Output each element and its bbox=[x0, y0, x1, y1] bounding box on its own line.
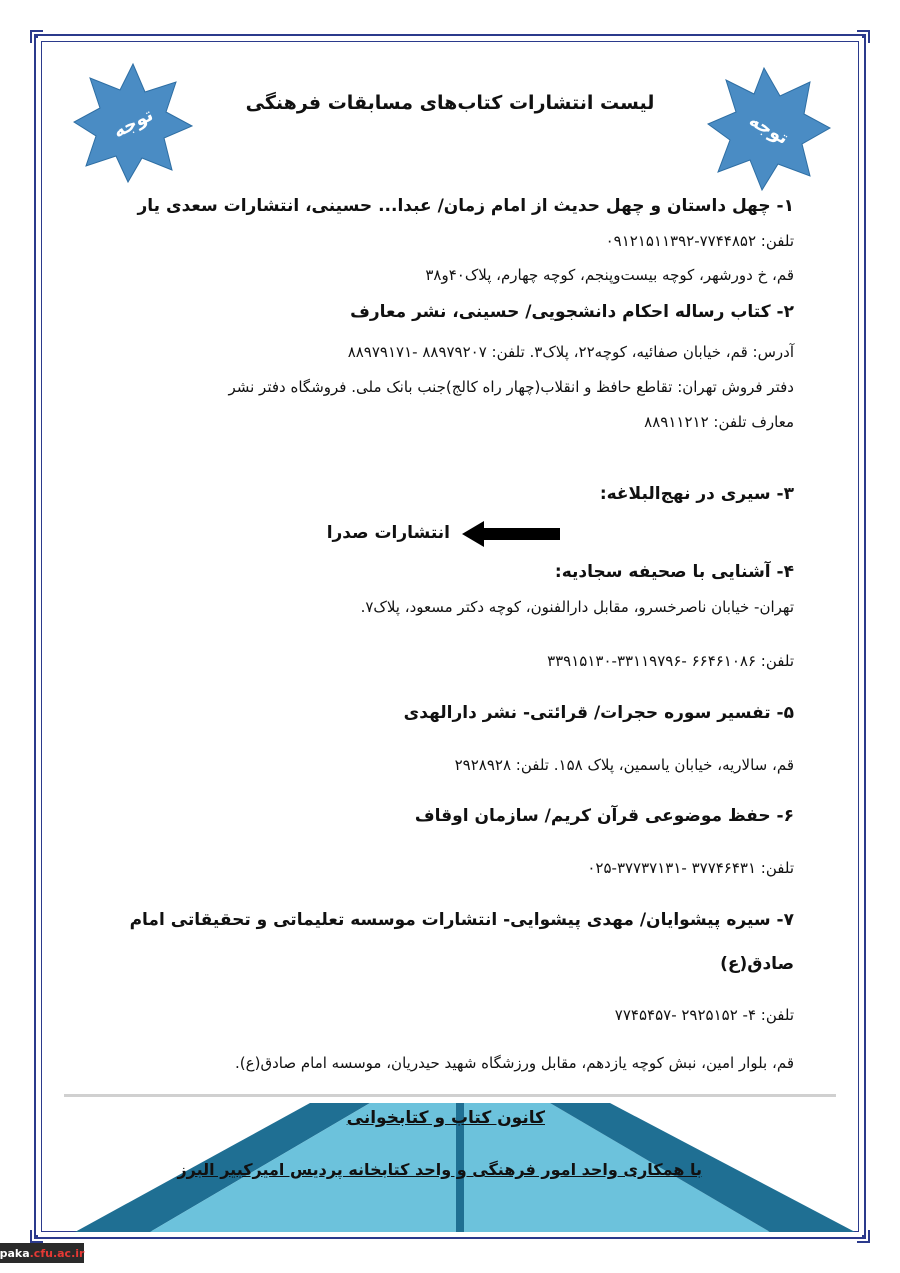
corner-ornament-icon bbox=[856, 30, 870, 44]
item-4-address: تهران- خیابان ناصرخسرو، مقابل دارالفنون، کوچه دکتر مسعود، پلاک۷. bbox=[360, 598, 794, 616]
footer-subtitle: با همکاری واحد امور فرهنگی و واحد کتابخانه پردیس امیرکبیر البرز bbox=[177, 1160, 702, 1179]
footer-title: کانون کتاب و کتابخوانی bbox=[346, 1108, 545, 1128]
item-4-heading: ۴- آشنایی با صحیفه سجادیه: bbox=[554, 562, 794, 582]
item-3-heading: ۳- سیری در نهج‌البلاغه: bbox=[599, 484, 794, 504]
attention-badge-left-label: توجه bbox=[109, 103, 157, 143]
corner-ornament-icon bbox=[30, 1229, 44, 1243]
watermark-prefix: paka bbox=[0, 1246, 30, 1260]
item-7-address: قم، بلوار امین، نبش کوچه یازدهم، مقابل ورزشگاه شهید حیدریان، موسسه امام صادق(ع). bbox=[235, 1054, 794, 1072]
item-2-heading: ۲- کتاب رساله احکام دانشجویی/ حسینی، نشر معارف bbox=[350, 302, 794, 322]
item-7-heading-cont: صادق(ع) bbox=[720, 954, 794, 974]
watermark-domain: .cfu.ac.ir bbox=[29, 1246, 85, 1260]
item-1-heading: ۱- چهل داستان و چهل حدیث از امام زمان/ عبدا... حسینی، انتشارات سعدی یار bbox=[137, 196, 794, 216]
attention-badge-left bbox=[72, 62, 194, 184]
item-2-store: دفتر فروش تهران: تقاطع حافظ و انقلاب(چهار راه کالج)جنب بانک ملی. فروشگاه دفتر نشر bbox=[228, 378, 794, 396]
item-2-store-phone: معارف تلفن: ۸۸۹۱۱۲۱۲ bbox=[644, 413, 794, 431]
attention-badge-right bbox=[706, 66, 832, 192]
left-arrow-icon bbox=[462, 519, 562, 549]
item-7-heading: ۷- سیره پیشوایان/ مهدی پیشوایی- انتشارات موسسه تعلیماتی و تحقیقاتی امام bbox=[129, 910, 794, 930]
item-2-address: آدرس: قم، خیابان صفائیه، کوچه۲۲، پلاک۳. تلفن: ۸۸۹۷۹۲۰۷ -۸۸۹۷۹۱۷۱ bbox=[347, 343, 794, 361]
item-3-publisher: انتشارات صدرا bbox=[326, 523, 450, 543]
item-4-phone: تلفن: ۶۶۴۶۱۰۸۶ -۳۳۱۱۹۷۹۶-۳۳۹۱۵۱۳۰ bbox=[547, 652, 794, 670]
item-7-phone: تلفن: ۴- ۲۹۲۵۱۵۲ -۷۷۴۵۴۵۷ bbox=[614, 1006, 794, 1024]
item-5-heading: ۵- تفسیر سوره حجرات/ قرائتی- نشر دارالهدی bbox=[403, 703, 794, 723]
site-watermark bbox=[0, 1243, 84, 1263]
item-6-heading: ۶- حفظ موضوعی قرآن کریم/ سازمان اوقاف bbox=[414, 806, 794, 826]
item-6-phone: تلفن: ۳۷۷۴۶۴۳۱ -۳۷۷۳۷۱۳۱-۰۲۵ bbox=[587, 859, 794, 877]
item-1-phone: تلفن: ۷۷۴۴۸۵۲-۰۹۱۲۱۵۱۱۳۹۲ bbox=[605, 232, 794, 250]
item-5-address: قم، سالاریه، خیابان یاسمین، پلاک ۱۵۸. تلفن: ۲۹۲۸۹۲۸ bbox=[454, 756, 794, 774]
corner-ornament-icon bbox=[30, 30, 44, 44]
item-1-address: قم، خ دورشهر، کوچه بیست‌وپنجم، کوچه چهارم، پلاک۴۰و۳۸ bbox=[425, 266, 794, 284]
page-title: لیست انتشارات کتاب‌های مسابقات فرهنگی bbox=[245, 92, 655, 114]
attention-badge-right-label: توجه bbox=[745, 109, 793, 149]
